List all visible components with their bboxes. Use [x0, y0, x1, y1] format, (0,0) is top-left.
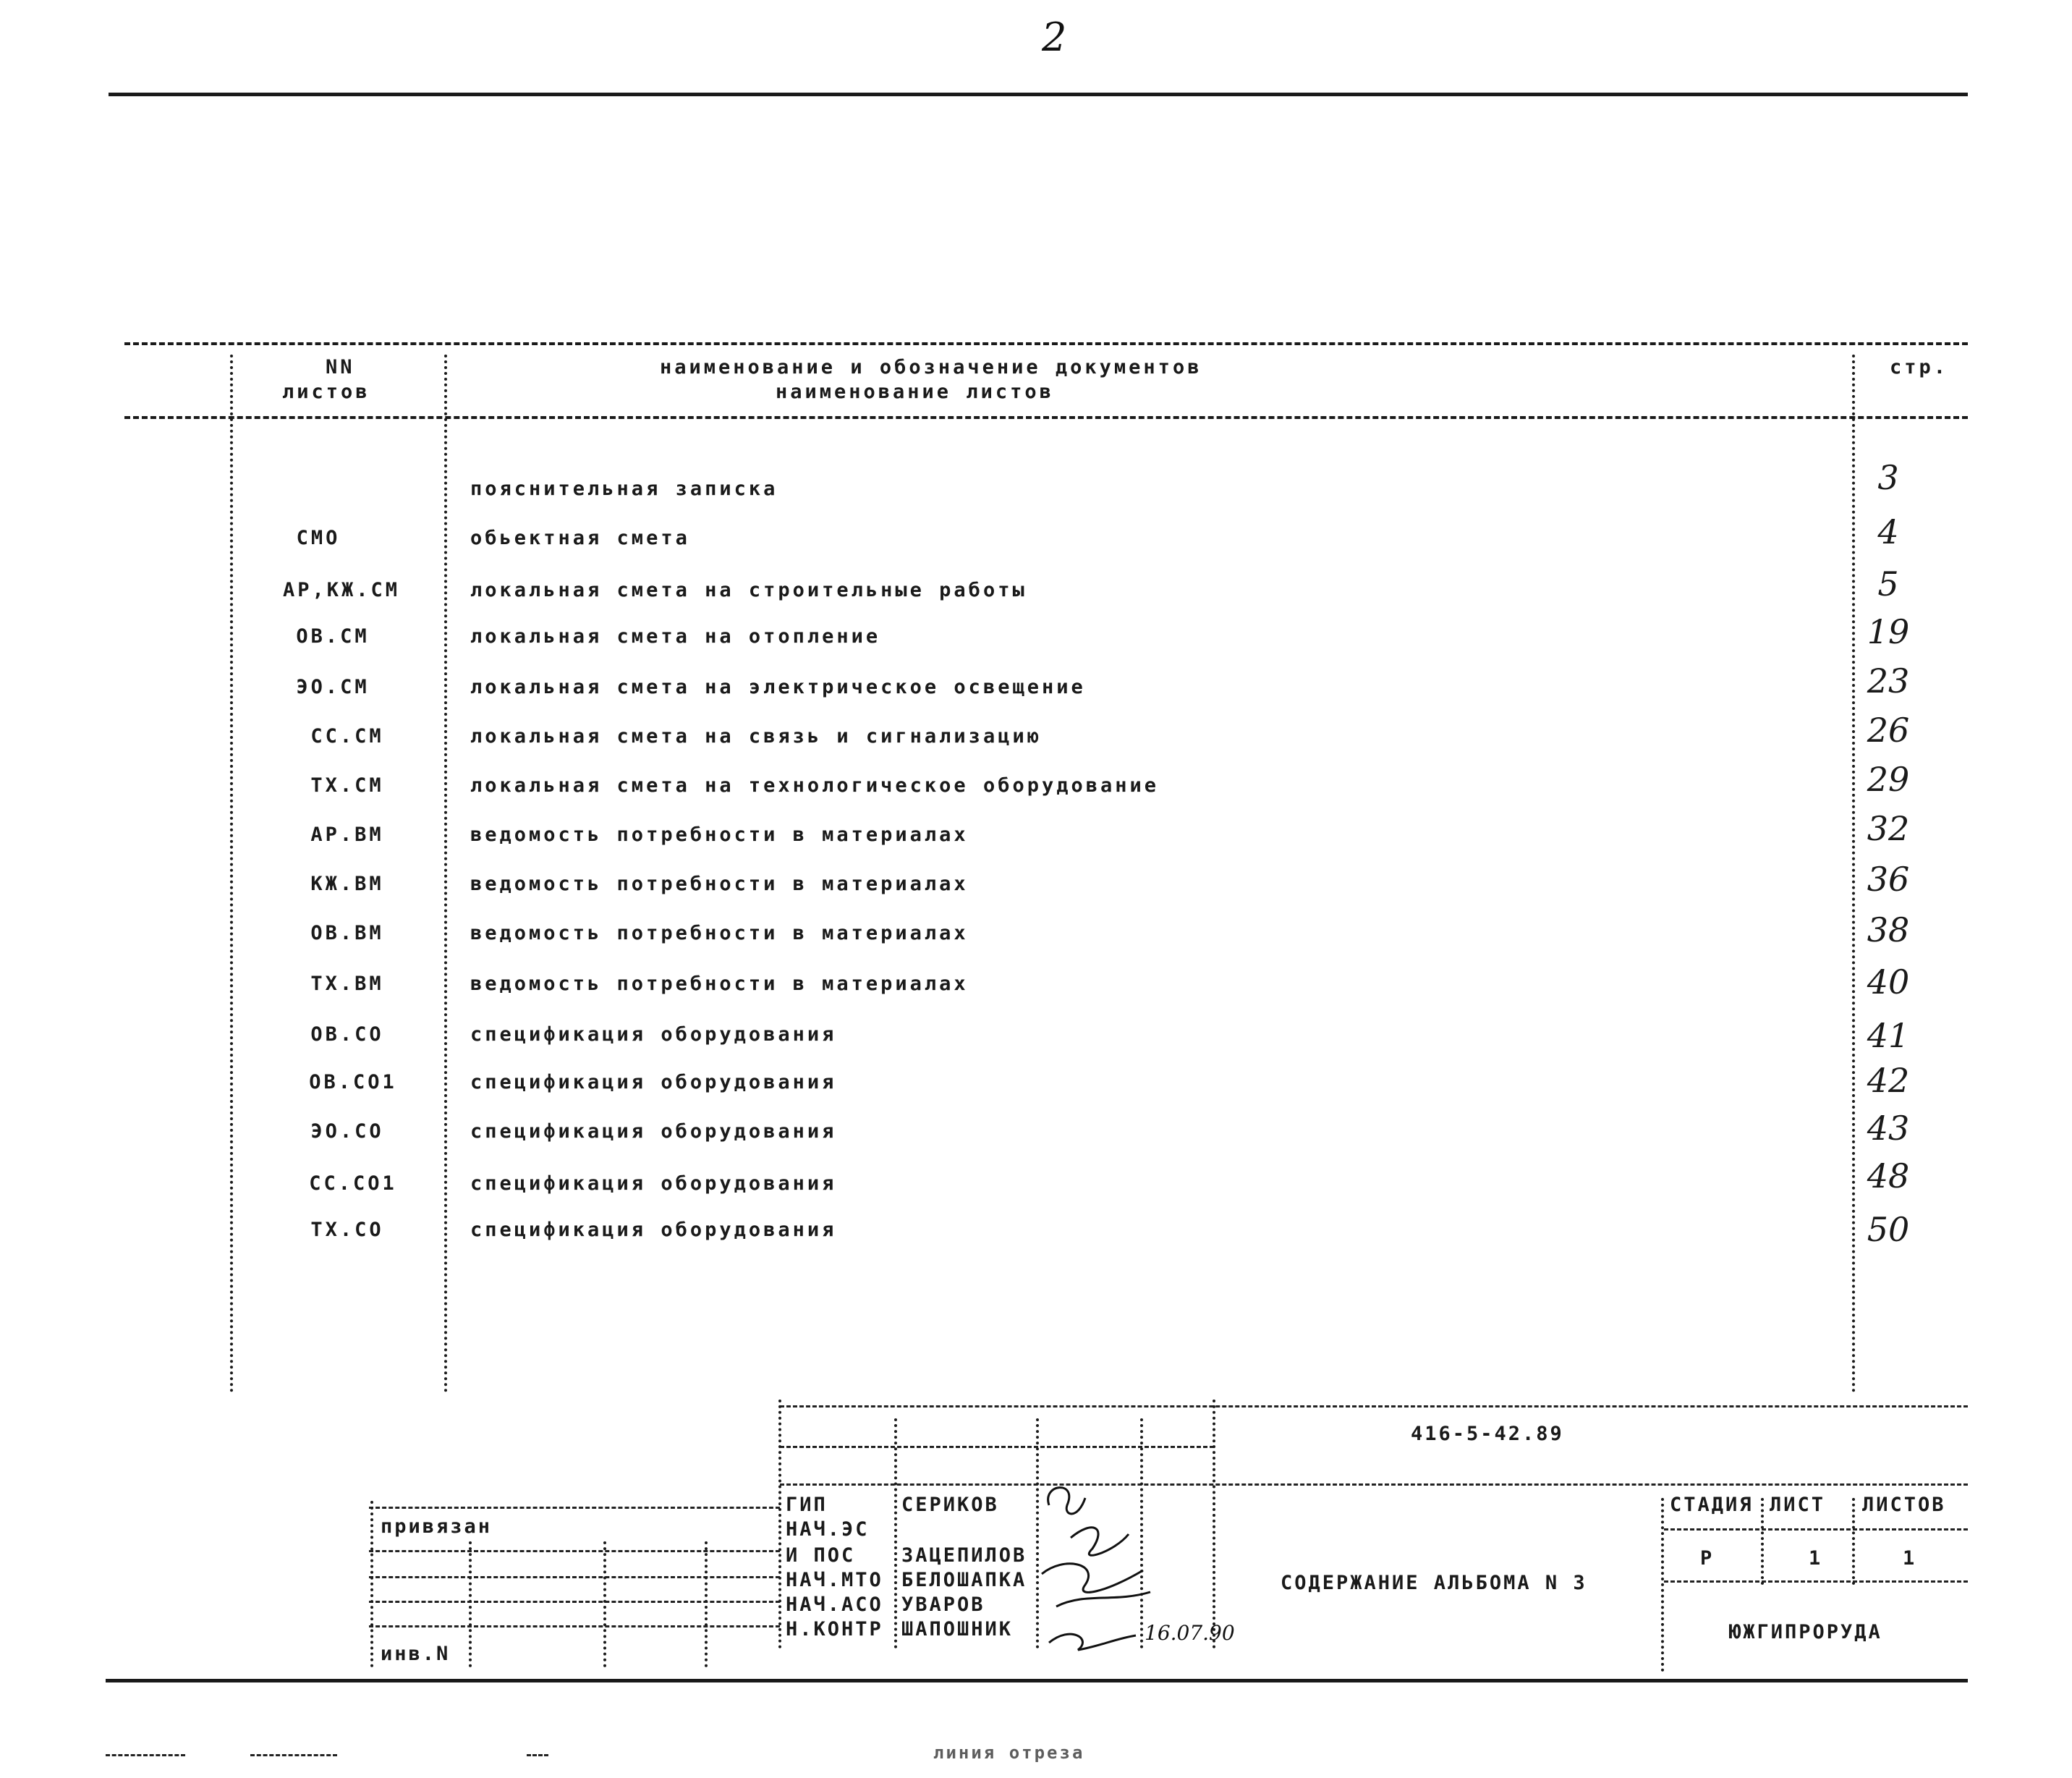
- table-header-bottom-line: [124, 416, 1968, 419]
- stamp-sheets-label: ЛИСТОВ: [1862, 1494, 1946, 1516]
- row-code: СС.СМ: [310, 725, 384, 748]
- cut-line-seg2: [250, 1754, 337, 1756]
- page-number: 2: [1042, 14, 1067, 60]
- row-code: ТХ.ВМ: [310, 973, 384, 995]
- row-title: спецификация оборудования: [470, 1023, 837, 1046]
- row-title: ведомость потребности в материалах: [470, 922, 969, 944]
- stamp-sheets-value: 1: [1903, 1547, 1917, 1570]
- stamp-role: Н.КОНТР: [786, 1618, 883, 1641]
- row-title: локальная смета на технологическое оборудование: [470, 774, 1160, 797]
- stamp-designation: 416-5-42.89: [1411, 1423, 1564, 1445]
- stamp-bound-v3: [603, 1541, 606, 1667]
- row-code: АР.ВМ: [310, 824, 384, 846]
- stamp-role: НАЧ.МТО: [786, 1569, 883, 1591]
- stamp-name: УВАРОВ: [901, 1593, 985, 1616]
- stamp-stage-label: СТАДИЯ: [1670, 1494, 1754, 1516]
- header-doc-names: наименование и обозначение документов: [660, 356, 1202, 378]
- stamp-v1: [778, 1400, 781, 1648]
- row-page: 32: [1867, 809, 1910, 848]
- row-page: 26: [1867, 711, 1910, 750]
- stamp-inv-label: инв.N: [381, 1643, 451, 1665]
- row-code: ОВ.СО1: [309, 1071, 397, 1093]
- stamp-organization: ЮЖГИПРОРУДА: [1729, 1621, 1882, 1643]
- stamp-bound-r1: [369, 1550, 780, 1552]
- row-code: ОВ.ВМ: [310, 922, 384, 944]
- stamp-role: НАЧ.АСО: [786, 1593, 883, 1616]
- stamp-sheet-value: 1: [1809, 1547, 1823, 1570]
- stamp-name: БЕЛОШАПКА: [901, 1569, 1027, 1591]
- stamp-role: НАЧ.ЭС: [786, 1518, 870, 1541]
- row-page: 19: [1867, 612, 1910, 651]
- stamp-v6: [1661, 1498, 1664, 1672]
- stamp-stage-line1: [1664, 1528, 1968, 1531]
- row-page: 38: [1867, 910, 1910, 949]
- stamp-bound-r3: [369, 1601, 780, 1603]
- row-title: ведомость потребности в материалах: [470, 824, 969, 846]
- stamp-line-sub: [780, 1446, 1214, 1448]
- row-code: ТХ.СМ: [310, 774, 384, 797]
- stamp-role: ГИП: [786, 1494, 828, 1516]
- stamp-bound-top: [369, 1507, 780, 1509]
- cut-line-label: линия отреза: [933, 1743, 1085, 1763]
- row-title: локальная смета на электрическое освещение: [470, 676, 1086, 698]
- row-title: спецификация оборудования: [470, 1071, 837, 1093]
- stamp-v8: [1852, 1498, 1855, 1585]
- row-title: обьектная смета: [470, 527, 690, 549]
- table-divider-left: [230, 355, 233, 1393]
- stamp-v5: [1213, 1400, 1215, 1648]
- stamp-title: СОДЕРЖАНИЕ АЛЬБОМА N 3: [1281, 1572, 1587, 1594]
- stamp-stage-line2: [1664, 1580, 1968, 1583]
- stamp-bound-v1: [370, 1501, 373, 1667]
- row-title: ведомость потребности в материалах: [470, 973, 969, 995]
- row-page: 23: [1867, 661, 1910, 700]
- stamp-v7: [1761, 1498, 1764, 1585]
- table-top-line: [124, 342, 1968, 345]
- stamp-bound-label: привязан: [381, 1515, 493, 1538]
- row-page: 42: [1867, 1061, 1910, 1100]
- header-sheets: листов: [282, 381, 370, 403]
- row-page: 41: [1867, 1016, 1910, 1055]
- row-code: КЖ.ВМ: [310, 873, 384, 895]
- row-title: ведомость потребности в материалах: [470, 873, 969, 895]
- stamp-role: И ПОС: [786, 1544, 856, 1567]
- stamp-bound-v2: [469, 1541, 472, 1667]
- row-title: спецификация оборудования: [470, 1120, 837, 1143]
- row-code: СС.СО1: [309, 1172, 397, 1195]
- stamp-name: ЗАЦЕПИЛОВ: [901, 1544, 1027, 1567]
- header-page: стр.: [1890, 356, 1949, 378]
- row-title: локальная смета на отопление: [470, 625, 881, 648]
- stamp-date: 16.07.90: [1145, 1621, 1235, 1645]
- cut-line-seg1: [106, 1754, 185, 1756]
- row-page: 50: [1867, 1210, 1910, 1249]
- row-code: АР,КЖ.СМ: [282, 579, 401, 601]
- stamp-name: ШАПОШНИК: [901, 1618, 1014, 1641]
- cut-line-seg3: [527, 1754, 548, 1756]
- stamp-stage-value: Р: [1700, 1547, 1715, 1570]
- row-code: ОВ.СМ: [296, 625, 370, 648]
- header-sheet-names: наименование листов: [776, 381, 1054, 403]
- row-page: 3: [1877, 458, 1899, 497]
- row-title: пояснительная записка: [470, 478, 778, 500]
- row-page: 40: [1867, 962, 1910, 1002]
- stamp-sheet-label: ЛИСТ: [1770, 1494, 1826, 1516]
- top-border-line: [109, 93, 1968, 96]
- row-title: локальная смета на строительные работы: [470, 579, 1027, 601]
- stamp-bound-r2: [369, 1576, 780, 1578]
- table-divider-mid: [444, 355, 447, 1393]
- row-page: 36: [1867, 860, 1910, 899]
- stamp-v2: [894, 1418, 897, 1648]
- stamp-bound-r4: [369, 1625, 780, 1627]
- row-page: 4: [1877, 512, 1899, 551]
- stamp-bound-v4: [705, 1541, 708, 1667]
- stamp-line-mid: [780, 1483, 1968, 1486]
- row-title: спецификация оборудования: [470, 1219, 837, 1241]
- stamp-name: СЕРИКОВ: [901, 1494, 999, 1516]
- row-code: ЭО.СМ: [296, 676, 370, 698]
- row-title: локальная смета на связь и сигнализацию: [470, 725, 1042, 748]
- row-page: 48: [1867, 1156, 1910, 1195]
- header-nn: NN: [326, 356, 355, 378]
- bottom-border-line: [106, 1679, 1968, 1682]
- row-page: 43: [1867, 1109, 1910, 1148]
- row-page: 5: [1877, 564, 1899, 604]
- row-page: 29: [1867, 760, 1910, 799]
- stamp-line-top: [780, 1405, 1968, 1407]
- row-code: ЭО.СО: [310, 1120, 384, 1143]
- row-title: спецификация оборудования: [470, 1172, 837, 1195]
- row-code: СМО: [296, 527, 341, 549]
- row-code: ТХ.СО: [310, 1219, 384, 1241]
- row-code: ОВ.СО: [310, 1023, 384, 1046]
